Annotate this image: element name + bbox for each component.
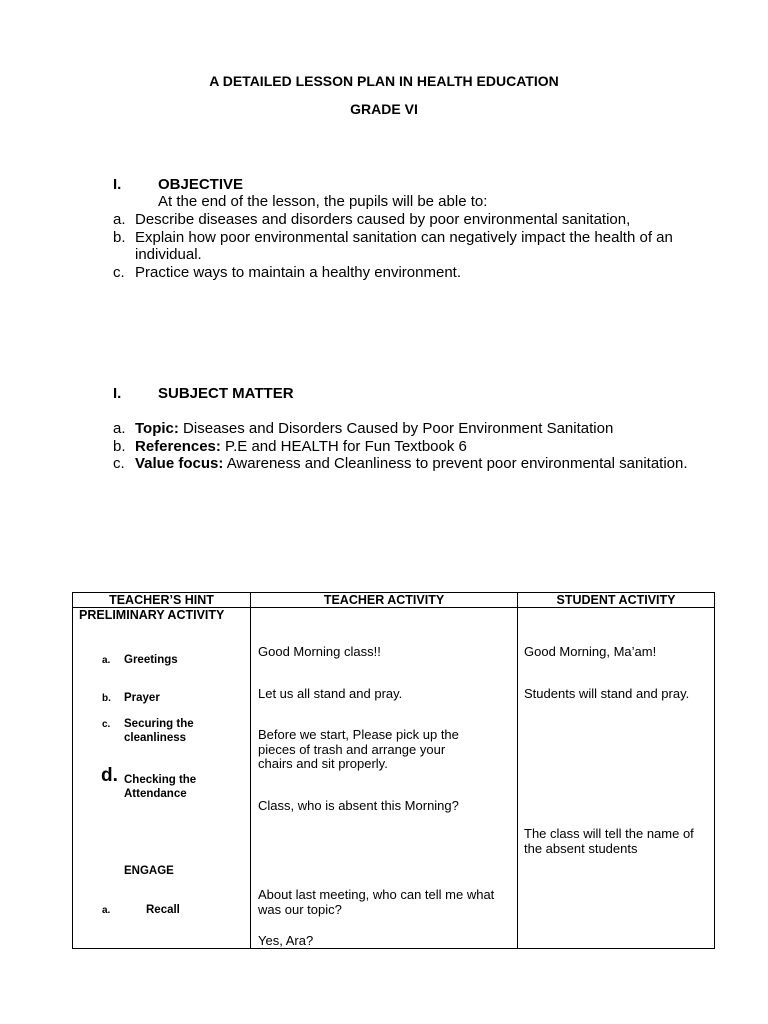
grade-label: GRADE VI [350,101,418,117]
student-attendance: The class will tell the name of the absent students [524,826,694,856]
teacher-prayer: Let us all stand and pray. [258,686,403,701]
column-header-student-activity: STUDENT ACTIVITY [518,593,715,608]
list-marker: a. [113,211,126,228]
teacher-activity-cell [251,608,518,949]
list-item [113,420,693,438]
table-row [73,608,715,949]
item-text: Diseases and Disorders Caused by Poor Environment Sanitation [178,420,614,437]
hint-cell [73,608,251,949]
list-text [135,455,693,473]
list-item [113,211,693,229]
list-marker: b. [113,437,126,455]
list-text: Practice ways to maintain a healthy environment. [135,263,461,281]
teacher-yes-ara: Yes, Ara? [258,933,314,948]
list-marker: c. [113,263,125,281]
recall-label: Recall [146,904,180,916]
securing-marker: c. [102,719,111,730]
subject-list [113,420,693,473]
objective-title: OBJECTIVE [158,176,244,193]
item-label: References: [135,437,221,455]
objective-heading [113,176,243,193]
table-header-row [73,593,715,608]
greetings-marker: a. [102,655,111,666]
teacher-greeting: Good Morning class!! [258,644,381,659]
list-text: Explain how poor environmental sanitation can negatively impact the health of an individual. [135,228,673,263]
list-item [113,229,693,264]
subject-title: SUBJECT MATTER [158,385,294,402]
student-prayer: Students will stand and pray. [524,686,690,701]
teacher-recall: About last meeting, who can tell me what was our topic? [258,887,495,917]
subject-numeral: I. [113,385,122,402]
objective-numeral: I. [113,176,122,193]
student-greeting: Good Morning, Ma’am! [524,644,657,659]
document-title: A DETAILED LESSON PLAN IN HEALTH EDUCATION [209,73,559,89]
checking-label: Checking the Attendance [124,774,197,800]
teacher-cleanliness: Before we start, Please pick up the pieces of trash and arrange your chairs and sit properly. [258,727,459,771]
list-text: Describe diseases and disorders caused by poor environmental sanitation, [135,211,631,228]
column-header-teacher-activity: TEACHER ACTIVITY [251,593,518,608]
prayer-marker: b. [102,693,111,704]
item-text: Awareness and Cleanliness to prevent poor environmental sanitation. [223,455,688,472]
teacher-attendance: Class, who is absent this Morning? [258,798,459,813]
column-header-teachers-hint: TEACHER’S HINT [73,593,251,608]
engage-label: ENGAGE [124,865,174,877]
item-text: P.E and HEALTH for Fun Textbook 6 [220,437,467,455]
list-marker: b. [113,228,126,246]
item-label: Value focus: [135,455,224,472]
checking-marker: d. [101,765,118,786]
recall-marker: a. [102,905,111,916]
greetings-label: Greetings [124,654,178,666]
lesson-table [72,592,715,949]
prayer-label: Prayer [124,692,160,704]
objective-intro: At the end of the lesson, the pupils will be able to: [158,193,488,210]
list-text [135,420,693,438]
objective-list [113,211,693,281]
student-activity-cell [518,608,715,949]
subject-matter-heading [113,385,294,402]
list-item [113,455,693,473]
list-item [113,264,693,282]
list-marker: a. [113,420,126,437]
list-marker: c. [113,455,125,472]
securing-label: Securing the cleanliness [124,718,194,744]
item-label: Topic: [135,420,179,437]
preliminary-activity-label: PRELIMINARY ACTIVITY [79,608,225,622]
list-text [135,438,693,456]
list-item [113,438,693,456]
